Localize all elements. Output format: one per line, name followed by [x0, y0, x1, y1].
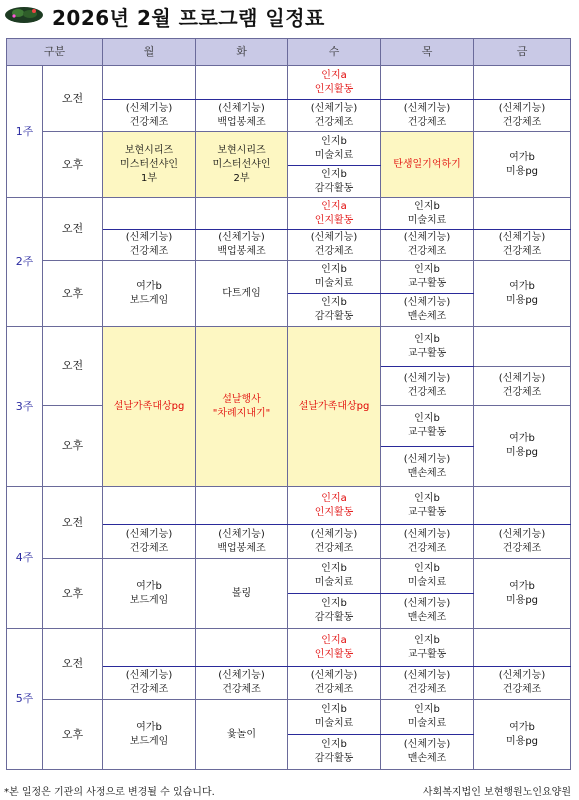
- title-bar: [0, 0, 579, 34]
- schedule-cell: 인지b 미술치료: [288, 559, 381, 594]
- table-row: [7, 629, 571, 667]
- schedule-cell: 인지b 미술치료: [288, 132, 381, 166]
- schedule-cell: (신체기능) 건강체조: [381, 100, 474, 132]
- schedule-cell: [103, 66, 196, 100]
- footer-org: 사회복지법인 보현행원노인요양원: [422, 787, 571, 798]
- page-title: 2026년 2월 프로그램 일정표: [52, 6, 325, 30]
- header-row: [7, 39, 571, 66]
- week-label: 5주: [7, 629, 43, 770]
- schedule-cell: 여가b 보드게임: [103, 559, 196, 629]
- schedule-cell: [196, 629, 288, 667]
- schedule-cell: (신체기능) 건강체조: [474, 667, 571, 700]
- schedule-cell: [103, 629, 196, 667]
- schedule-cell: 여가b 미용pg: [474, 406, 571, 487]
- schedule-cell: 인지b 감각활동: [288, 166, 381, 198]
- footer-note: *본 일정은 기관의 사정으로 변경될 수 있습니다.: [4, 787, 215, 798]
- schedule-cell: [196, 198, 288, 230]
- schedule-cell: 여가b 미용pg: [474, 261, 571, 327]
- schedule-cell: (신체기능) 백업봉체조: [196, 230, 288, 261]
- schedule-cell: [196, 66, 288, 100]
- schedule-cell: (신체기능) 맨손체조: [381, 447, 474, 487]
- schedule-cell: 인지b 교구활동: [381, 406, 474, 447]
- schedule-cell: 인지b 감각활동: [288, 735, 381, 770]
- schedule-cell: [474, 198, 571, 230]
- schedule-cell: (신체기능) 맨손체조: [381, 294, 474, 327]
- week-label: 2주: [7, 198, 43, 327]
- table-row: [7, 327, 571, 367]
- schedule-cell: (신체기능) 건강체조: [288, 230, 381, 261]
- schedule-cell: 인지a 인지활동: [288, 487, 381, 525]
- schedule-cell: (신체기능) 건강체조: [381, 367, 474, 406]
- schedule-cell: 볼링: [196, 559, 288, 629]
- schedule-cell: [103, 198, 196, 230]
- am-label: 오전: [43, 629, 103, 700]
- header-day: 수: [288, 39, 381, 66]
- schedule-cell: (신체기능) 건강체조: [103, 525, 196, 559]
- table-row: [7, 132, 571, 166]
- logo-icon: [4, 4, 44, 24]
- schedule-cell: (신체기능) 건강체조: [474, 100, 571, 132]
- am-label: 오전: [43, 487, 103, 559]
- schedule-cell: 인지a 인지활동: [288, 66, 381, 100]
- schedule-cell: 인지b 미술치료: [288, 700, 381, 735]
- table-row: [7, 487, 571, 525]
- schedule-cell: (신체기능) 건강체조: [103, 230, 196, 261]
- week-label: 3주: [7, 327, 43, 487]
- schedule-cell: (신체기능) 건강체조: [381, 230, 474, 261]
- schedule-cell: 인지b 미술치료: [381, 559, 474, 594]
- schedule-cell: (신체기능) 건강체조: [103, 667, 196, 700]
- schedule-cell: 인지b 교구활동: [381, 629, 474, 667]
- schedule-cell: 인지b 미술치료: [288, 261, 381, 294]
- schedule-cell: 인지a 인지활동: [288, 198, 381, 230]
- table-row: [7, 66, 571, 100]
- schedule-cell: (신체기능) 건강체조: [474, 230, 571, 261]
- schedule-cell: 설날가족대상pg: [288, 327, 381, 487]
- header-day: 금: [474, 39, 571, 66]
- schedule-cell: 탄생일기억하기: [381, 132, 474, 198]
- schedule-cell: 설날행사 "차례지내기": [196, 327, 288, 487]
- schedule-cell: (신체기능) 건강체조: [381, 667, 474, 700]
- schedule-cell: (신체기능) 건강체조: [288, 667, 381, 700]
- schedule-table: [6, 38, 571, 770]
- schedule-cell: 여가b 미용pg: [474, 559, 571, 629]
- pm-label: 오후: [43, 261, 103, 327]
- schedule-cell: (신체기능) 건강체조: [381, 525, 474, 559]
- schedule-cell: 보현시리즈 미스터선샤인 1부: [103, 132, 196, 198]
- pm-label: 오후: [43, 132, 103, 198]
- schedule-cell: (신체기능) 백업봉체조: [196, 100, 288, 132]
- header-day: 화: [196, 39, 288, 66]
- schedule-cell: 윷놀이: [196, 700, 288, 770]
- week-label: 1주: [7, 66, 43, 198]
- schedule-cell: (신체기능) 건강체조: [288, 525, 381, 559]
- schedule-cell: (신체기능) 건강체조: [474, 367, 571, 406]
- header-day: 목: [381, 39, 474, 66]
- am-label: 오전: [43, 327, 103, 406]
- pm-label: 오후: [43, 406, 103, 487]
- schedule-cell: 인지b 감각활동: [288, 594, 381, 629]
- pm-label: 오후: [43, 559, 103, 629]
- schedule-cell: [474, 327, 571, 367]
- schedule-cell: [474, 487, 571, 525]
- schedule-cell: (신체기능) 건강체조: [196, 667, 288, 700]
- am-label: 오전: [43, 66, 103, 132]
- schedule-cell: 인지b 미술치료: [381, 198, 474, 230]
- table-row: [7, 700, 571, 735]
- schedule-cell: (신체기능) 건강체조: [474, 525, 571, 559]
- schedule-cell: (신체기능) 맨손체조: [381, 735, 474, 770]
- schedule-cell: 여가b 보드게임: [103, 700, 196, 770]
- table-row: [7, 261, 571, 294]
- pm-label: 오후: [43, 700, 103, 770]
- schedule-cell: [381, 66, 474, 100]
- schedule-cell: 다트게임: [196, 261, 288, 327]
- schedule-cell: (신체기능) 건강체조: [103, 100, 196, 132]
- schedule-cell: 인지b 교구활동: [381, 487, 474, 525]
- schedule-cell: 인지b 미술치료: [381, 700, 474, 735]
- header-day: 월: [103, 39, 196, 66]
- am-label: 오전: [43, 198, 103, 261]
- schedule-cell: (신체기능) 건강체조: [288, 100, 381, 132]
- schedule-cell: 설날가족대상pg: [103, 327, 196, 487]
- table-row: [7, 559, 571, 594]
- schedule-cell: (신체기능) 맨손체조: [381, 594, 474, 629]
- schedule-cell: 인지b 감각활동: [288, 294, 381, 327]
- schedule-cell: (신체기능) 백업봉체조: [196, 525, 288, 559]
- schedule-cell: [474, 66, 571, 100]
- schedule-cell: 여가b 미용pg: [474, 700, 571, 770]
- table-row: [7, 198, 571, 230]
- schedule-cell: [474, 629, 571, 667]
- schedule-cell: 여가b 미용pg: [474, 132, 571, 198]
- schedule-cell: 보현시리즈 미스터선샤인 2부: [196, 132, 288, 198]
- week-label: 4주: [7, 487, 43, 629]
- schedule-cell: [103, 487, 196, 525]
- schedule-cell: 인지b 교구활동: [381, 261, 474, 294]
- schedule-cell: 인지b 교구활동: [381, 327, 474, 367]
- schedule-cell: 여가b 보드게임: [103, 261, 196, 327]
- schedule-cell: 인지a 인지활동: [288, 629, 381, 667]
- header-gubun: 구분: [7, 39, 103, 66]
- schedule-cell: [196, 487, 288, 525]
